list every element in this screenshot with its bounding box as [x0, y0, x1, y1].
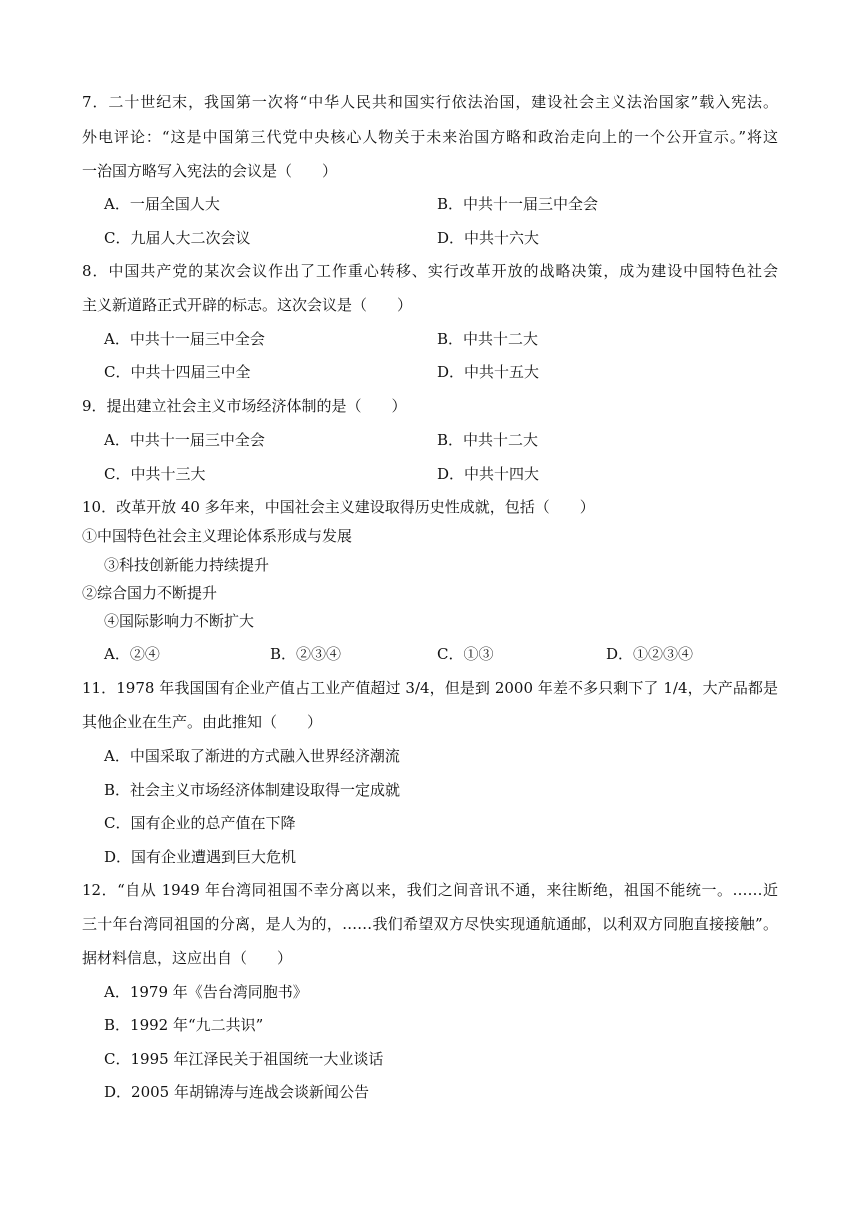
- question-10-item-1: ①中国特色社会主义理论体系形成与发展: [82, 527, 353, 545]
- question-12-stem-line-1: 12．“自从 1949 年台湾同祖国不幸分离以来，我们之间音讯不通，来往断绝，祖国不能统一。……近: [82, 881, 778, 899]
- question-11-option-c[interactable]: C．国有企业的总产值在下降: [104, 814, 296, 832]
- question-9-option-d[interactable]: D．中共十四大: [437, 465, 540, 483]
- question-10-option-a[interactable]: A．②④: [104, 645, 160, 663]
- question-8-option-c[interactable]: C．中共十四届三中全: [104, 363, 251, 381]
- question-12-option-d[interactable]: D．2005 年胡锦涛与连战会谈新闻公告: [104, 1083, 369, 1101]
- question-9-stem-line-1: 9．提出建立社会主义市场经济体制的是（ ）: [82, 397, 407, 415]
- question-9-option-b[interactable]: B．中共十二大: [437, 431, 539, 449]
- question-10-option-c[interactable]: C．①③: [437, 645, 494, 663]
- question-10-option-b[interactable]: B．②③④: [270, 645, 342, 663]
- question-8-option-d[interactable]: D．中共十五大: [437, 363, 540, 381]
- question-11-stem-line-2: 其他企业在生产。由此推知（ ）: [82, 713, 323, 731]
- question-7-stem-line-3: 一治国方略写入宪法的会议是（ ）: [82, 162, 338, 180]
- question-7-stem-line-1: 7．二十世纪末，我国第一次将“中华人民共和国实行依法治国，建设社会主义法治国家”载入宪法。: [82, 93, 778, 111]
- question-12-stem-line-2: 三十年台湾同祖国的分离，是人为的，……我们希望双方尽快实现通航通邮，以利双方同胞直接接触”。: [82, 915, 778, 933]
- question-12-option-c[interactable]: C．1995 年江泽民关于祖国统一大业谈话: [104, 1050, 384, 1068]
- question-11-stem-line-1: 11．1978 年我国国有企业产值占工业产值超过 3/4，但是到 2000 年差不多只剩下了 1/4，大产品都是: [82, 679, 778, 697]
- question-12-option-a[interactable]: A．1979 年《告台湾同胞书》: [104, 983, 308, 1001]
- question-7-option-d[interactable]: D．中共十六大: [437, 229, 540, 247]
- question-10-item-2: ②综合国力不断提升: [82, 584, 218, 602]
- question-10-item-3: ③科技创新能力持续提升: [104, 556, 270, 574]
- question-7-option-b[interactable]: B．中共十一届三中全会: [437, 195, 599, 213]
- question-7-option-a[interactable]: A．一届全国人大: [104, 195, 220, 213]
- question-7-stem-line-2: 外电评论：“这是中国第三代党中央核心人物关于未来治国方略和政治走向上的一个公开宣示。”将这: [82, 128, 778, 146]
- question-10-stem-line-1: 10．改革开放 40 多年来，中国社会主义建设取得历史性成就，包括（ ）: [82, 498, 595, 516]
- question-8-option-a[interactable]: A．中共十一届三中全会: [104, 330, 265, 348]
- question-12-stem-line-3: 据材料信息，这应出自（ ）: [82, 949, 293, 967]
- question-8-stem-line-2: 主义新道路正式开辟的标志。这次会议是（ ）: [82, 296, 413, 314]
- question-11-option-b[interactable]: B．社会主义市场经济体制建设取得一定成就: [104, 781, 401, 799]
- question-11-option-a[interactable]: A．中国采取了渐进的方式融入世界经济潮流: [104, 747, 400, 765]
- question-9-option-a[interactable]: A．中共十一届三中全会: [104, 431, 265, 449]
- question-9-option-c[interactable]: C．中共十三大: [104, 465, 206, 483]
- question-7-option-c[interactable]: C．九届人大二次会议: [104, 229, 251, 247]
- question-10-item-4: ④国际影响力不断扩大: [104, 612, 255, 630]
- question-12-option-b[interactable]: B．1992 年“九二共识”: [104, 1016, 264, 1034]
- question-8-option-b[interactable]: B．中共十二大: [437, 330, 539, 348]
- question-11-option-d[interactable]: D．国有企业遭遇到巨大危机: [104, 848, 297, 866]
- question-10-option-d[interactable]: D．①②③④: [606, 645, 694, 663]
- question-8-stem-line-1: 8．中国共产党的某次会议作出了工作重心转移、实行改革开放的战略决策，成为建设中国特色社会: [82, 262, 778, 280]
